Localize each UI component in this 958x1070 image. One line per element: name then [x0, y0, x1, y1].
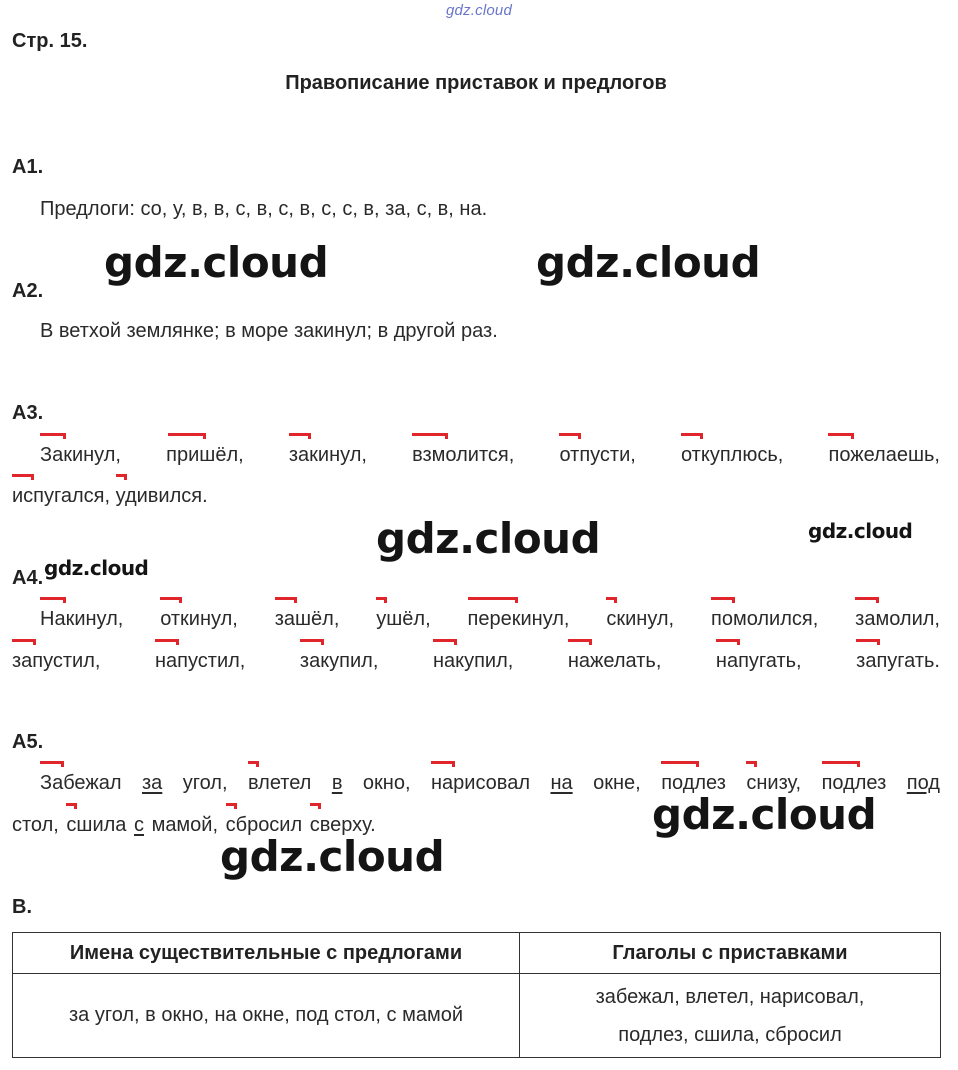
prefix-mark: [66, 803, 77, 809]
table-header-nouns: Имена существительные с предлогами: [13, 933, 520, 974]
prefix-mark: [160, 597, 182, 603]
word: подлез: [822, 772, 887, 795]
watermark: gdz.cloud: [536, 238, 761, 287]
table-row: [13, 974, 941, 1058]
word: перекинул,: [468, 608, 570, 631]
prefix-mark: [310, 803, 321, 809]
task-a4-label: А4.: [12, 567, 44, 589]
word: стол,: [12, 814, 59, 836]
prefix-mark: [828, 433, 854, 439]
preposition: на: [550, 772, 573, 794]
word: зашёл,: [275, 608, 340, 631]
prefix-mark: [116, 474, 127, 480]
task-a3-line2: [12, 485, 208, 508]
word: снизу,: [746, 772, 801, 795]
watermark: gdz.cloud: [652, 790, 877, 839]
task-a2-text: В ветхой землянке; в море закинул; в другой раз.: [40, 320, 498, 342]
word: окно,: [362, 772, 411, 794]
word: Забежал: [40, 772, 122, 795]
prefix-mark: [746, 761, 757, 767]
word: напугать,: [716, 650, 802, 673]
word: подлез: [661, 772, 726, 795]
task-a3-label: А3.: [12, 402, 44, 424]
prefix-mark: [681, 433, 703, 439]
prefix-mark: [40, 761, 64, 767]
prefix-mark: [40, 433, 66, 439]
prefix-mark: [12, 474, 34, 480]
page-title: Правописание приставок и предлогов: [285, 72, 667, 94]
word: откуплюсь,: [681, 444, 783, 467]
word: окне,: [593, 772, 641, 794]
watermark: gdz.cloud: [376, 514, 601, 563]
task-a3-line1: [40, 444, 940, 467]
word: сбросил: [226, 814, 303, 837]
prefix-mark: [855, 597, 879, 603]
word: взмолится,: [412, 444, 514, 467]
word: Накинул,: [40, 608, 123, 631]
prefix-mark: [468, 597, 518, 603]
word: сверху.: [310, 814, 376, 837]
word: влетел: [248, 772, 311, 795]
prefix-mark: [606, 597, 617, 603]
verbs-line-1: забежал, влетел, нарисовал,: [595, 985, 865, 1008]
prefix-mark: [12, 639, 36, 645]
prefix-mark: [155, 639, 179, 645]
preposition: в: [331, 772, 343, 794]
preposition: с: [134, 814, 144, 836]
word: откинул,: [160, 608, 238, 631]
task-a1-text: Предлоги: со, у, в, в, с, в, с, в, с, с, в, за, с, в, на.: [40, 198, 488, 220]
word: закупил,: [300, 650, 379, 673]
prefix-mark: [711, 597, 735, 603]
watermark: gdz.cloud: [808, 519, 913, 543]
word: запугать.: [856, 650, 940, 673]
word: Закинул,: [40, 444, 121, 467]
prefix-mark: [433, 639, 457, 645]
prefix-mark: [40, 597, 66, 603]
answer-table: [12, 932, 941, 1058]
preposition: под: [906, 772, 940, 794]
prefix-mark: [856, 639, 880, 645]
word: накупил,: [433, 650, 513, 673]
table-header-row: [13, 933, 941, 974]
task-a1-label: А1.: [12, 156, 44, 178]
prefix-mark: [168, 433, 206, 439]
prefix-mark: [226, 803, 237, 809]
prefix-mark: [376, 597, 387, 603]
word: мамой,: [151, 814, 219, 836]
prefix-mark: [300, 639, 324, 645]
task-a4-line1: [40, 608, 940, 631]
watermark: gdz.cloud: [104, 238, 329, 287]
word: испугался,: [12, 485, 110, 508]
prefix-mark: [412, 433, 448, 439]
prefix-mark: [822, 761, 860, 767]
word: пожелаешь,: [828, 444, 940, 467]
prefix-mark: [661, 761, 699, 767]
prefix-mark: [275, 597, 297, 603]
prefix-mark: [559, 433, 581, 439]
table-cell-verbs: [520, 974, 941, 1058]
task-b-label: В.: [12, 896, 32, 918]
prefix-mark: [248, 761, 259, 767]
task-a2-label: А2.: [12, 280, 44, 302]
word: пришёл,: [166, 444, 244, 467]
word: угол,: [182, 772, 228, 794]
prefix-mark: [289, 433, 311, 439]
prefix-mark: [568, 639, 592, 645]
preposition: за: [141, 772, 163, 794]
word: нарисовал: [431, 772, 530, 795]
watermark: gdz.cloud: [44, 556, 149, 580]
task-a4-line2: [12, 650, 940, 673]
word: помолился,: [711, 608, 818, 631]
word: сшила: [66, 814, 126, 837]
page-number: Стр. 15.: [12, 30, 88, 52]
word: отпусти,: [559, 444, 635, 467]
verbs-line-2: подлез, сшила, сбросил: [618, 1023, 842, 1046]
table-header-verbs: Глаголы с приставками: [520, 933, 941, 974]
word: напустил,: [155, 650, 245, 673]
top-watermark: gdz.cloud: [445, 2, 512, 19]
word: нажелать,: [568, 650, 662, 673]
watermark: gdz.cloud: [220, 832, 445, 881]
word: замолил,: [855, 608, 940, 631]
prefix-mark: [431, 761, 455, 767]
word: скинул,: [606, 608, 674, 631]
word: ушёл,: [376, 608, 430, 631]
task-a5-label: А5.: [12, 731, 44, 753]
word: закинул,: [289, 444, 367, 467]
word: удивился.: [116, 485, 208, 508]
word: запустил,: [12, 650, 100, 673]
prefix-mark: [716, 639, 740, 645]
table-cell-nouns: за угол, в окно, на окне, под стол, с мамой: [13, 974, 520, 1058]
